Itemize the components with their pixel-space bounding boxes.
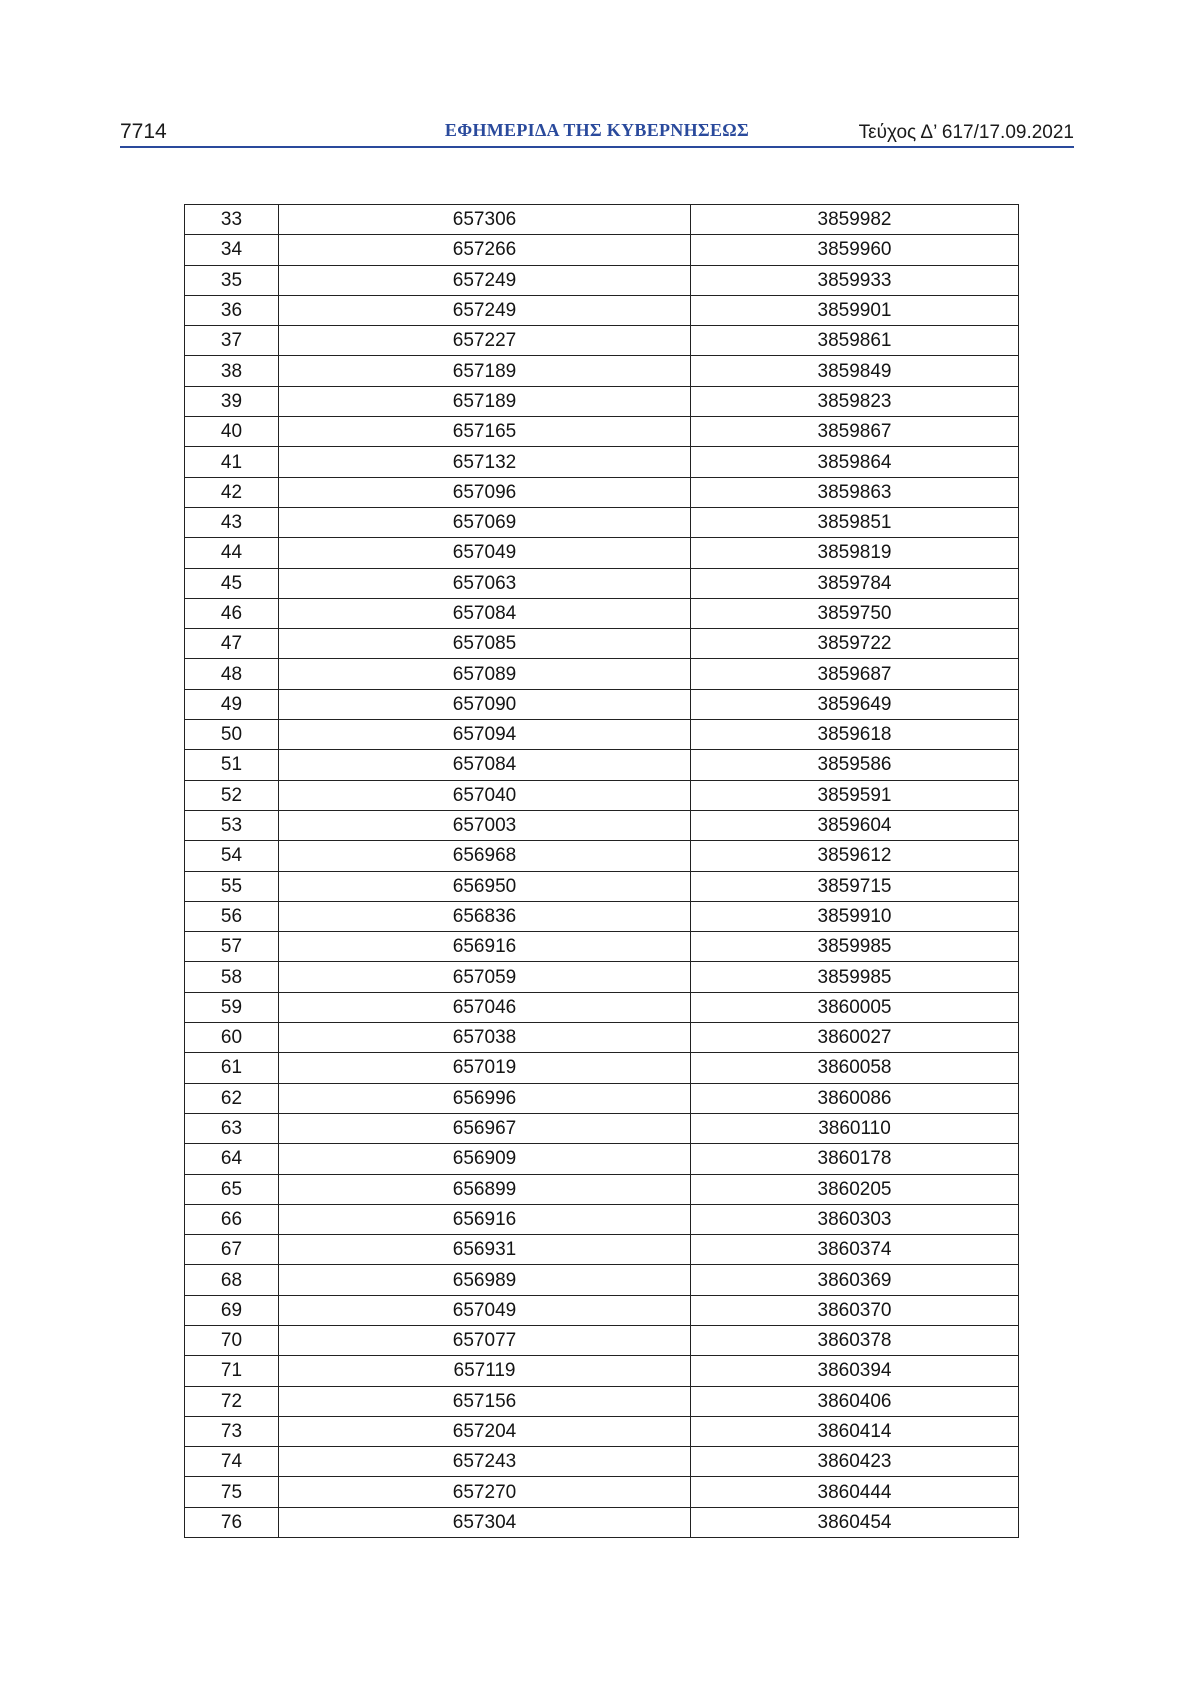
y-coordinate-cell: 3860378 <box>691 1325 1019 1355</box>
y-coordinate-cell: 3859864 <box>691 447 1019 477</box>
table-row <box>185 1386 1019 1416</box>
point-number-cell: 71 <box>185 1356 279 1386</box>
table-row <box>185 629 1019 659</box>
y-coordinate-cell: 3859851 <box>691 507 1019 537</box>
x-coordinate-cell: 657249 <box>279 265 691 295</box>
x-coordinate-cell: 657270 <box>279 1477 691 1507</box>
point-number-cell: 68 <box>185 1265 279 1295</box>
point-number-cell: 48 <box>185 659 279 689</box>
point-number-cell: 40 <box>185 417 279 447</box>
y-coordinate-cell: 3859867 <box>691 417 1019 447</box>
point-number-cell: 64 <box>185 1144 279 1174</box>
point-number-cell: 55 <box>185 871 279 901</box>
point-number-cell: 76 <box>185 1507 279 1537</box>
x-coordinate-cell: 657132 <box>279 447 691 477</box>
point-number-cell: 45 <box>185 568 279 598</box>
table-row <box>185 1356 1019 1386</box>
x-coordinate-cell: 656916 <box>279 932 691 962</box>
table-row <box>185 1507 1019 1537</box>
table-row <box>185 326 1019 356</box>
x-coordinate-cell: 657038 <box>279 1023 691 1053</box>
point-number-cell: 38 <box>185 356 279 386</box>
table-row <box>185 417 1019 447</box>
coordinates-table <box>184 204 1019 1538</box>
y-coordinate-cell: 3859591 <box>691 780 1019 810</box>
x-coordinate-cell: 657119 <box>279 1356 691 1386</box>
x-coordinate-cell: 656909 <box>279 1144 691 1174</box>
table-row <box>185 871 1019 901</box>
y-coordinate-cell: 3860414 <box>691 1416 1019 1446</box>
point-number-cell: 74 <box>185 1447 279 1477</box>
x-coordinate-cell: 657063 <box>279 568 691 598</box>
point-number-cell: 41 <box>185 447 279 477</box>
point-number-cell: 73 <box>185 1416 279 1446</box>
y-coordinate-cell: 3859863 <box>691 477 1019 507</box>
point-number-cell: 56 <box>185 901 279 931</box>
x-coordinate-cell: 657189 <box>279 356 691 386</box>
y-coordinate-cell: 3860178 <box>691 1144 1019 1174</box>
x-coordinate-cell: 657084 <box>279 750 691 780</box>
point-number-cell: 43 <box>185 507 279 537</box>
point-number-cell: 49 <box>185 689 279 719</box>
coordinates-table-body <box>185 205 1019 1538</box>
y-coordinate-cell: 3859861 <box>691 326 1019 356</box>
table-row <box>185 1174 1019 1204</box>
gazette-title: ΕΦΗΜΕΡΙΔΑ ΤΗΣ ΚΥΒΕΡΝΗΣΕΩΣ <box>444 120 750 140</box>
x-coordinate-cell: 657069 <box>279 507 691 537</box>
x-coordinate-cell: 657040 <box>279 780 691 810</box>
y-coordinate-cell: 3859750 <box>691 598 1019 628</box>
y-coordinate-cell: 3860058 <box>691 1053 1019 1083</box>
x-coordinate-cell: 657090 <box>279 689 691 719</box>
y-coordinate-cell: 3860423 <box>691 1447 1019 1477</box>
x-coordinate-cell: 657059 <box>279 962 691 992</box>
x-coordinate-cell: 657227 <box>279 326 691 356</box>
point-number-cell: 52 <box>185 780 279 810</box>
x-coordinate-cell: 657049 <box>279 1295 691 1325</box>
x-coordinate-cell: 657304 <box>279 1507 691 1537</box>
table-row <box>185 992 1019 1022</box>
table-row <box>185 1447 1019 1477</box>
table-row <box>185 841 1019 871</box>
x-coordinate-cell: 656968 <box>279 841 691 871</box>
y-coordinate-cell: 3859715 <box>691 871 1019 901</box>
x-coordinate-cell: 657003 <box>279 810 691 840</box>
y-coordinate-cell: 3859985 <box>691 932 1019 962</box>
table-row <box>185 598 1019 628</box>
point-number-cell: 60 <box>185 1023 279 1053</box>
table-row <box>185 1235 1019 1265</box>
point-number-cell: 34 <box>185 235 279 265</box>
table-row <box>185 901 1019 931</box>
point-number-cell: 69 <box>185 1295 279 1325</box>
x-coordinate-cell: 656967 <box>279 1113 691 1143</box>
point-number-cell: 33 <box>185 205 279 235</box>
table-row <box>185 1295 1019 1325</box>
x-coordinate-cell: 657249 <box>279 295 691 325</box>
table-row <box>185 477 1019 507</box>
point-number-cell: 54 <box>185 841 279 871</box>
table-row <box>185 1144 1019 1174</box>
point-number-cell: 53 <box>185 810 279 840</box>
x-coordinate-cell: 656989 <box>279 1265 691 1295</box>
y-coordinate-cell: 3860205 <box>691 1174 1019 1204</box>
y-coordinate-cell: 3859618 <box>691 720 1019 750</box>
y-coordinate-cell: 3859985 <box>691 962 1019 992</box>
table-row <box>185 205 1019 235</box>
y-coordinate-cell: 3859586 <box>691 750 1019 780</box>
x-coordinate-cell: 656996 <box>279 1083 691 1113</box>
x-coordinate-cell: 657085 <box>279 629 691 659</box>
y-coordinate-cell: 3859823 <box>691 386 1019 416</box>
point-number-cell: 42 <box>185 477 279 507</box>
y-coordinate-cell: 3859687 <box>691 659 1019 689</box>
point-number-cell: 58 <box>185 962 279 992</box>
y-coordinate-cell: 3859612 <box>691 841 1019 871</box>
y-coordinate-cell: 3859819 <box>691 538 1019 568</box>
table-row <box>185 1083 1019 1113</box>
table-row <box>185 356 1019 386</box>
point-number-cell: 67 <box>185 1235 279 1265</box>
point-number-cell: 57 <box>185 932 279 962</box>
x-coordinate-cell: 657046 <box>279 992 691 1022</box>
table-row <box>185 1113 1019 1143</box>
table-row <box>185 507 1019 537</box>
x-coordinate-cell: 656916 <box>279 1204 691 1234</box>
page-header <box>120 118 1074 148</box>
x-coordinate-cell: 657019 <box>279 1053 691 1083</box>
y-coordinate-cell: 3859722 <box>691 629 1019 659</box>
point-number-cell: 75 <box>185 1477 279 1507</box>
x-coordinate-cell: 657243 <box>279 1447 691 1477</box>
table-row <box>185 1265 1019 1295</box>
table-row <box>185 720 1019 750</box>
x-coordinate-cell: 657266 <box>279 235 691 265</box>
y-coordinate-cell: 3859604 <box>691 810 1019 840</box>
point-number-cell: 35 <box>185 265 279 295</box>
table-row <box>185 568 1019 598</box>
y-coordinate-cell: 3860110 <box>691 1113 1019 1143</box>
point-number-cell: 63 <box>185 1113 279 1143</box>
x-coordinate-cell: 656950 <box>279 871 691 901</box>
x-coordinate-cell: 657089 <box>279 659 691 689</box>
y-coordinate-cell: 3860369 <box>691 1265 1019 1295</box>
x-coordinate-cell: 657204 <box>279 1416 691 1446</box>
y-coordinate-cell: 3859784 <box>691 568 1019 598</box>
y-coordinate-cell: 3860005 <box>691 992 1019 1022</box>
table-row <box>185 386 1019 416</box>
table-row <box>185 235 1019 265</box>
page-number: 7714 <box>120 120 167 143</box>
point-number-cell: 65 <box>185 1174 279 1204</box>
point-number-cell: 46 <box>185 598 279 628</box>
x-coordinate-cell: 657049 <box>279 538 691 568</box>
point-number-cell: 37 <box>185 326 279 356</box>
point-number-cell: 36 <box>185 295 279 325</box>
point-number-cell: 50 <box>185 720 279 750</box>
y-coordinate-cell: 3859982 <box>691 205 1019 235</box>
y-coordinate-cell: 3860406 <box>691 1386 1019 1416</box>
x-coordinate-cell: 657096 <box>279 477 691 507</box>
x-coordinate-cell: 657306 <box>279 205 691 235</box>
x-coordinate-cell: 657165 <box>279 417 691 447</box>
table-row <box>185 810 1019 840</box>
table-row <box>185 1325 1019 1355</box>
point-number-cell: 44 <box>185 538 279 568</box>
table-row <box>185 265 1019 295</box>
table-row <box>185 1204 1019 1234</box>
y-coordinate-cell: 3859649 <box>691 689 1019 719</box>
point-number-cell: 51 <box>185 750 279 780</box>
point-number-cell: 47 <box>185 629 279 659</box>
point-number-cell: 66 <box>185 1204 279 1234</box>
y-coordinate-cell: 3860394 <box>691 1356 1019 1386</box>
y-coordinate-cell: 3860370 <box>691 1295 1019 1325</box>
x-coordinate-cell: 657077 <box>279 1325 691 1355</box>
x-coordinate-cell: 657084 <box>279 598 691 628</box>
point-number-cell: 62 <box>185 1083 279 1113</box>
table-row <box>185 750 1019 780</box>
y-coordinate-cell: 3859960 <box>691 235 1019 265</box>
issue-info: Τεύχος Δ’ 617/17.09.2021 <box>858 122 1074 143</box>
table-row <box>185 689 1019 719</box>
y-coordinate-cell: 3859910 <box>691 901 1019 931</box>
x-coordinate-cell: 657189 <box>279 386 691 416</box>
y-coordinate-cell: 3860444 <box>691 1477 1019 1507</box>
y-coordinate-cell: 3859901 <box>691 295 1019 325</box>
table-row <box>185 780 1019 810</box>
y-coordinate-cell: 3860086 <box>691 1083 1019 1113</box>
point-number-cell: 39 <box>185 386 279 416</box>
y-coordinate-cell: 3860374 <box>691 1235 1019 1265</box>
point-number-cell: 59 <box>185 992 279 1022</box>
table-row <box>185 1053 1019 1083</box>
point-number-cell: 61 <box>185 1053 279 1083</box>
table-row <box>185 1023 1019 1053</box>
x-coordinate-cell: 656899 <box>279 1174 691 1204</box>
y-coordinate-cell: 3859933 <box>691 265 1019 295</box>
point-number-cell: 72 <box>185 1386 279 1416</box>
table-row <box>185 962 1019 992</box>
table-row <box>185 1416 1019 1446</box>
table-row <box>185 295 1019 325</box>
x-coordinate-cell: 657156 <box>279 1386 691 1416</box>
table-row <box>185 538 1019 568</box>
table-row <box>185 659 1019 689</box>
header-divider <box>120 146 1074 148</box>
y-coordinate-cell: 3860454 <box>691 1507 1019 1537</box>
x-coordinate-cell: 657094 <box>279 720 691 750</box>
table-row <box>185 447 1019 477</box>
x-coordinate-cell: 656836 <box>279 901 691 931</box>
point-number-cell: 70 <box>185 1325 279 1355</box>
x-coordinate-cell: 656931 <box>279 1235 691 1265</box>
y-coordinate-cell: 3859849 <box>691 356 1019 386</box>
y-coordinate-cell: 3860303 <box>691 1204 1019 1234</box>
table-row <box>185 1477 1019 1507</box>
table-row <box>185 932 1019 962</box>
y-coordinate-cell: 3860027 <box>691 1023 1019 1053</box>
